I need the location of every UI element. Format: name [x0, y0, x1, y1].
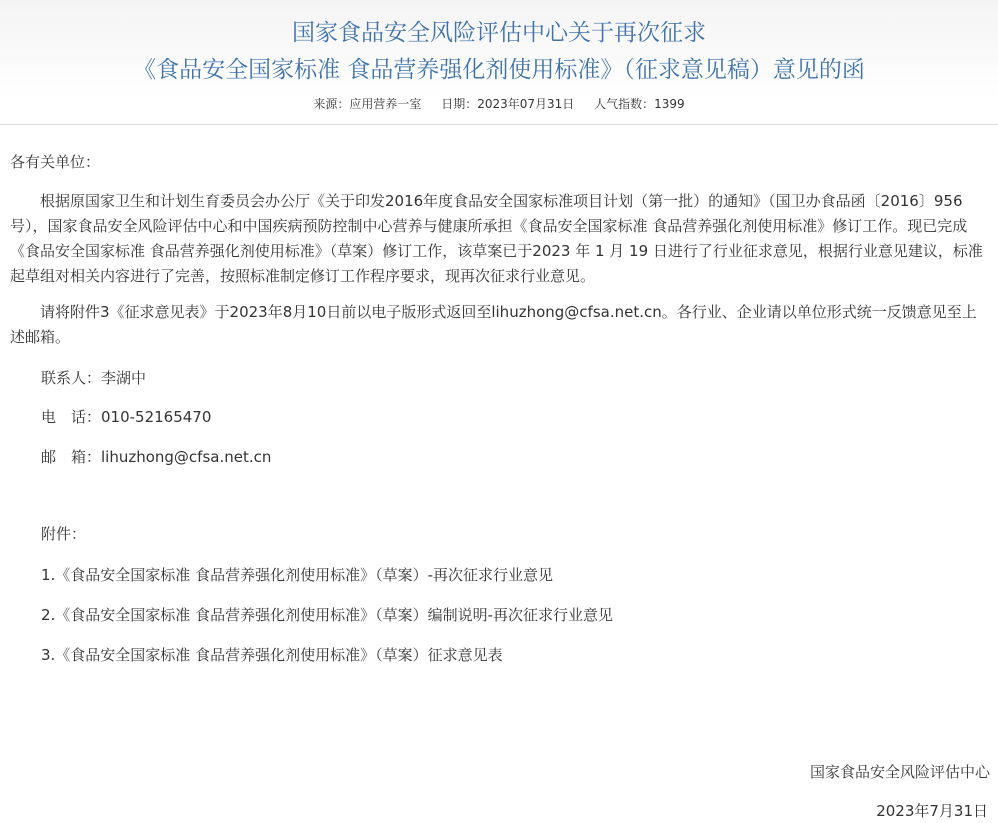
greeting: 各有关单位： — [10, 153, 101, 171]
article-title-line-2: 《食品安全国家标准 食品营养强化剂使用标准》（征求意见稿）意见的函 — [133, 57, 865, 83]
contact-email: 邮 箱：lihuzhong@cfsa.net.cn — [41, 448, 272, 466]
signature-date: 2023年7月31日 — [876, 802, 988, 820]
meta-views: 人气指数：1399 — [594, 97, 685, 111]
paragraph-1: 根据原国家卫生和计划生育委员会办公厅《关于印发2016年度食品安全国家标准项目计划（第一批）的通知》（国卫办食品函〔2016〕956号），国家食品安全风险评估中心和中国疾病预防控制中心营养与健康所承担《食品安全国家标准 食品营养强化剂使用标准》修订工作。现已完成《食品安全国家标准 食品营养强化剂使用标准》（草案）修订工作，该草案已于2023 年 1 月 19 日进行了行业征求意见，根据行业意见建议，标准起草组对相关内容进行了完善，按照标准制定修订工作程序要求，现再次征求行业意见。 — [10, 192, 983, 285]
meta-date: 日期：2023年07月31日 — [441, 97, 575, 111]
article-title-line-1: 国家食品安全风险评估中心关于再次征求 — [292, 20, 706, 46]
article-body — [10, 0, 990, 823]
attachment-item[interactable]: 3.《食品安全国家标准 食品营养强化剂使用标准》（草案）征求意见表 — [41, 646, 503, 664]
meta-source: 来源：应用营养一室 — [313, 97, 422, 111]
attachments-title: 附件： — [41, 525, 87, 543]
contact-name: 联系人：李湖中 — [41, 369, 147, 387]
attachment-item[interactable]: 2.《食品安全国家标准 食品营养强化剂使用标准》（草案）编制说明-再次征求行业意见 — [41, 606, 613, 624]
attachment-item[interactable]: 1.《食品安全国家标准 食品营养强化剂使用标准》（草案）-再次征求行业意见 — [41, 566, 553, 584]
contact-phone: 电 话：010-52165470 — [41, 408, 212, 426]
paragraph-2: 请将附件3《征求意见表》于2023年8月10日前以电子版形式返回至lihuzhong@cfsa.net.cn。各行业、企业请以单位形式统一反馈意见至上述邮箱。 — [10, 303, 977, 346]
signature-organization: 国家食品安全风险评估中心 — [809, 763, 990, 781]
